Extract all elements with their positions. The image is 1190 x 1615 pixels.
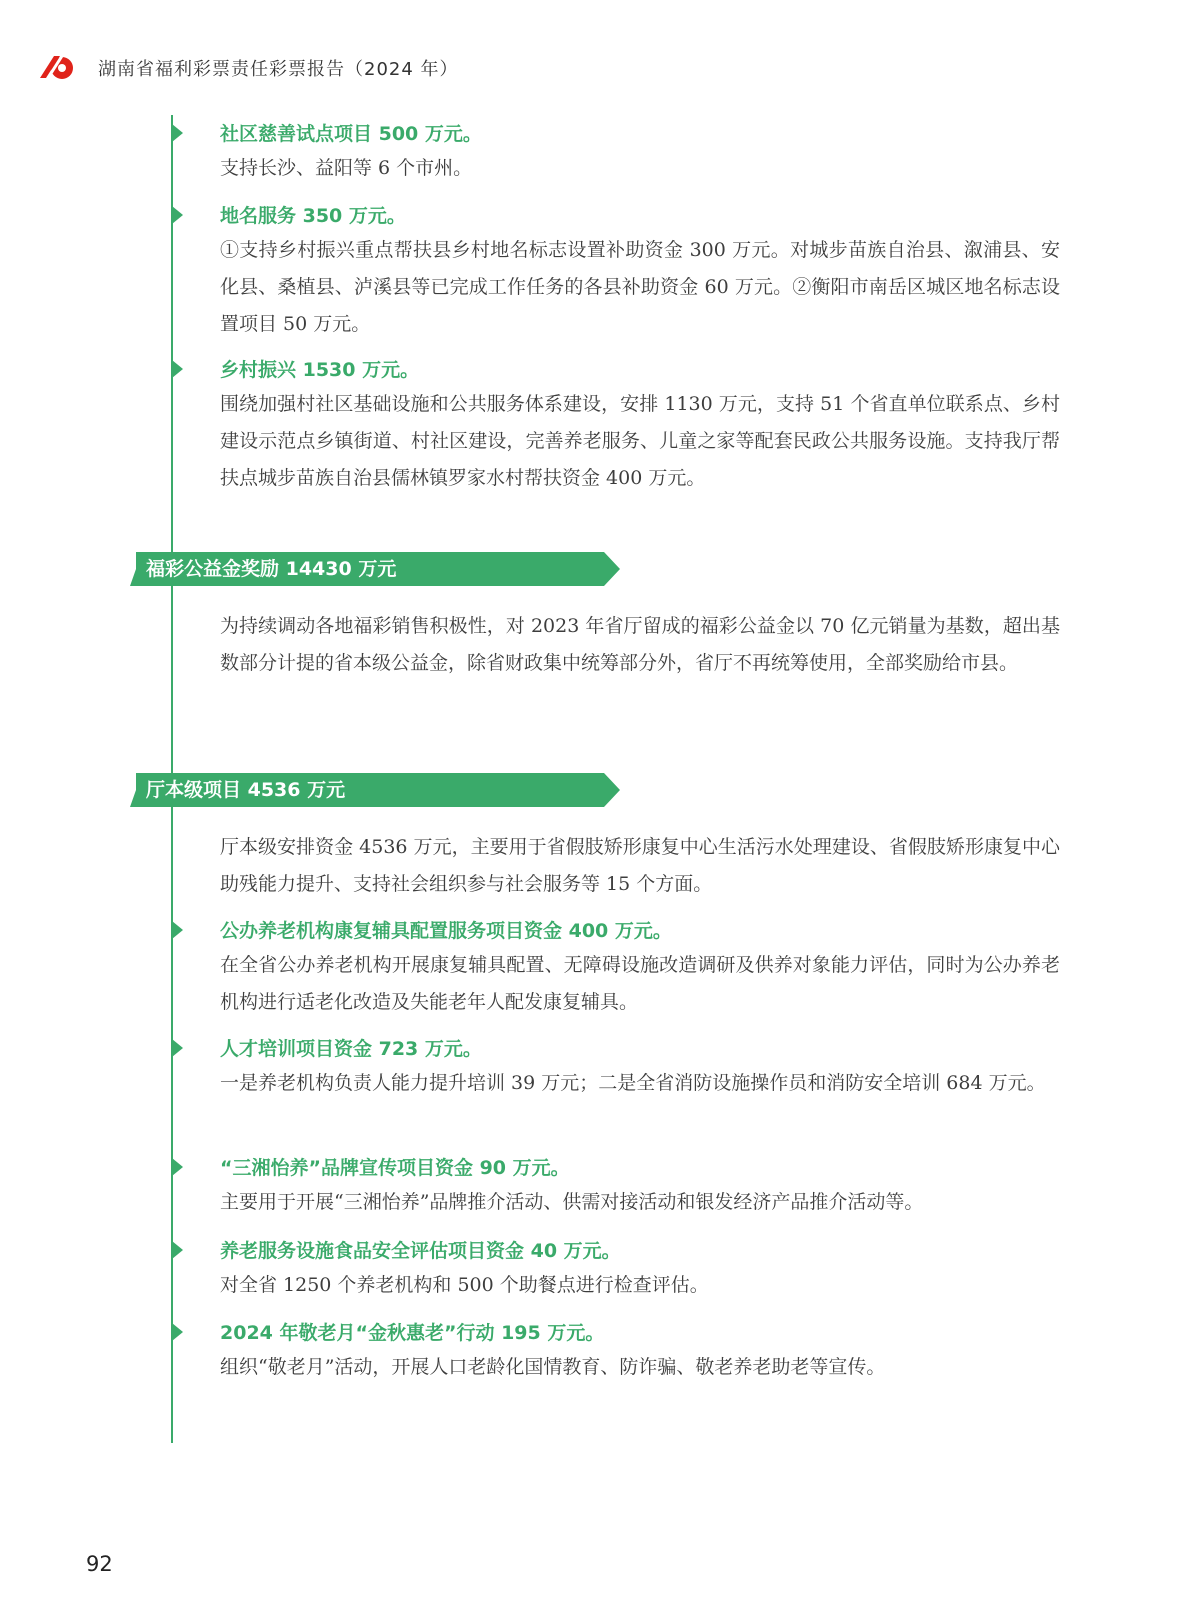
page-number: 92: [86, 1552, 113, 1576]
triangle-right-icon: [172, 1241, 183, 1259]
banner-label: 厅本级项目 4536 万元: [146, 779, 346, 801]
item-body: ①支持乡村振兴重点帮扶县乡村地名标志设置补助资金 300 万元。对城步苗族自治县、溆浦县、安化县、桑植县、泸溪县等已完成工作任务的各县补助资金 60 万元。②衡阳市南岳区城区地名标志设置项目 50 万元。: [220, 239, 1060, 335]
item-body: 一是养老机构负责人能力提升培训 39 万元；二是全省消防设施操作员和消防安全培训 684 万元。: [220, 1072, 1046, 1094]
item-title: 2024 年敬老月“金秋惠老”行动 195 万元。: [220, 1322, 605, 1344]
triangle-right-icon: [172, 1158, 183, 1176]
item-body: 在全省公办养老机构开展康复辅具配置、无障碍设施改造调研及供养对象能力评估，同时为公办养老机构进行适老化改造及失能老年人配发康复辅具。: [220, 954, 1060, 1013]
banner-label: 福彩公益金奖励 14430 万元: [146, 558, 397, 580]
section-banner: [130, 552, 620, 586]
item-body: 围绕加强村社区基础设施和公共服务体系建设，安排 1130 万元，支持 51 个省直单位联系点、乡村建设示范点乡镇街道、村社区建设，完善养老服务、儿童之家等配套民政公共服务设施。支持我厅帮扶点城步苗族自治县儒林镇罗家水村帮扶资金 400 万元。: [220, 393, 1060, 489]
triangle-right-icon: [172, 124, 183, 142]
report-title: 湖南省福利彩票责任彩票报告（2024 年）: [98, 59, 459, 80]
item-title: 人才培训项目资金 723 万元。: [220, 1038, 482, 1060]
item-title: 公办养老机构康复辅具配置服务项目资金 400 万元。: [220, 920, 672, 942]
triangle-right-icon: [172, 1323, 183, 1341]
item-body: 支持长沙、益阳等 6 个市州。: [220, 157, 473, 179]
item-body: 对全省 1250 个养老机构和 500 个助餐点进行检查评估。: [220, 1274, 709, 1296]
triangle-right-icon: [172, 360, 183, 378]
triangle-right-icon: [172, 206, 183, 224]
item-title: 社区慈善试点项目 500 万元。: [220, 123, 482, 145]
triangle-right-icon: [172, 921, 183, 939]
section-banner: [130, 773, 620, 807]
item-title: 养老服务设施食品安全评估项目资金 40 万元。: [220, 1240, 621, 1262]
welfare-lottery-logo-icon: [36, 52, 76, 84]
page-header: [36, 52, 459, 84]
item-body: 组织“敬老月”活动，开展人口老龄化国情教育、防诈骗、敬老养老助老等宣传。: [220, 1356, 886, 1378]
item-title: 乡村振兴 1530 万元。: [220, 359, 420, 381]
item-title: “三湘怡养”品牌宣传项目资金 90 万元。: [220, 1157, 570, 1179]
triangle-right-icon: [172, 1039, 183, 1057]
item-body: 主要用于开展“三湘怡养”品牌推介活动、供需对接活动和银发经济产品推介活动等。: [220, 1191, 924, 1213]
item-title: 地名服务 350 万元。: [220, 205, 406, 227]
section-intro: 厅本级安排资金 4536 万元，主要用于省假肢矫形康复中心生活污水处理建设、省假肢矫形康复中心助残能力提升、支持社会组织参与社会服务等 15 个方面。: [220, 836, 1060, 895]
section-body: 为持续调动各地福彩销售积极性，对 2023 年省厅留成的福彩公益金以 70 亿元销量为基数，超出基数部分计提的省本级公益金，除省财政集中统筹部分外，省厅不再统筹使用，全部奖励给市县。: [220, 615, 1060, 674]
